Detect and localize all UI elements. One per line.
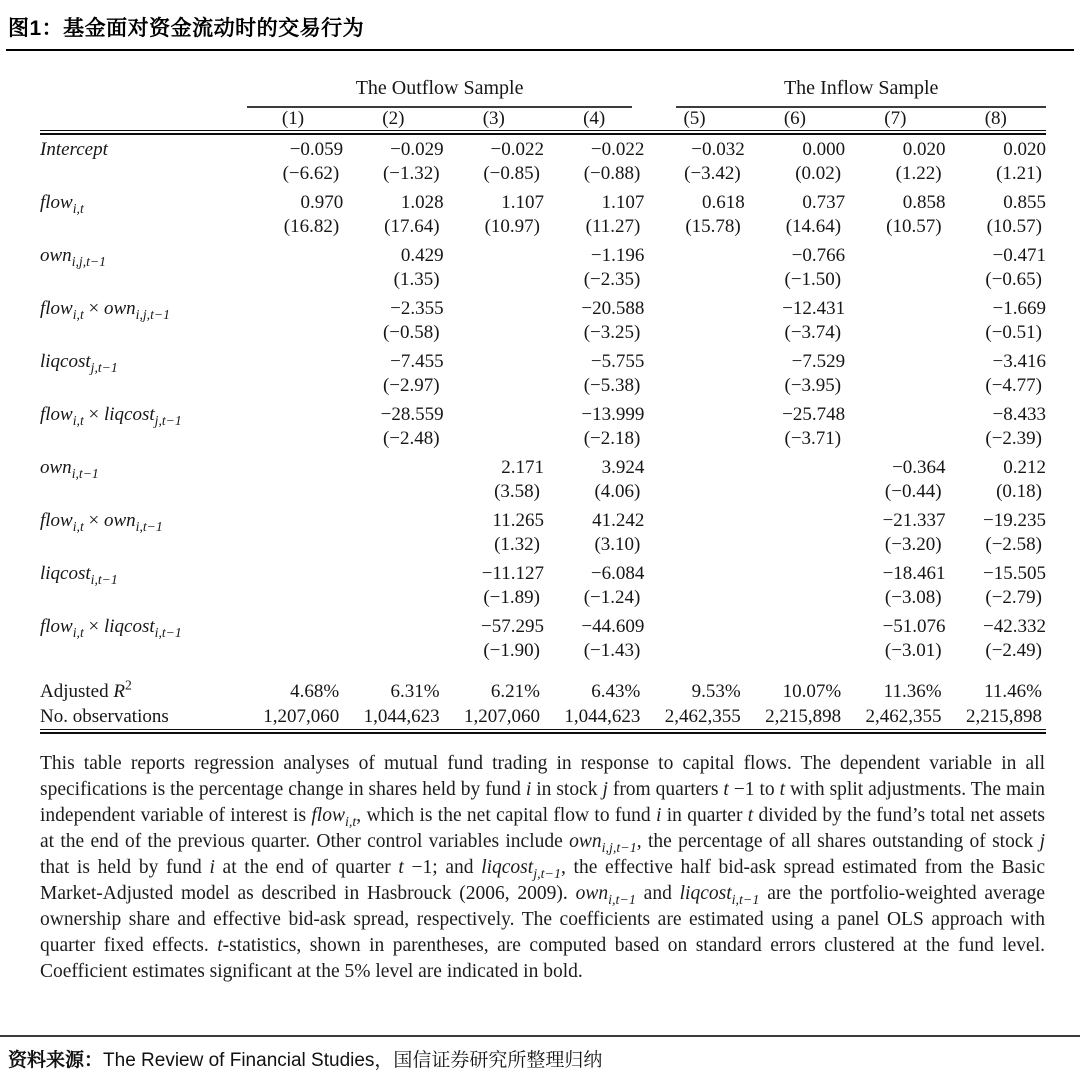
table-body xyxy=(40,134,1046,665)
coef-cell: −8.433 xyxy=(992,404,1046,425)
coef-cell: −15.505 xyxy=(983,563,1046,584)
tstat-cell: (10.97) xyxy=(484,216,540,237)
coef-row xyxy=(40,241,1046,268)
tstat-cell: (−3.25) xyxy=(583,322,641,343)
stat-cell: 6.43% xyxy=(591,681,641,702)
tstat-cell: (10.57) xyxy=(886,216,942,237)
coef-cell xyxy=(243,612,343,639)
coef-cell: −19.235 xyxy=(983,510,1046,531)
tstat-cell: (−0.44) xyxy=(884,481,942,502)
tstat-cell xyxy=(644,374,744,400)
tstat-cell: (−0.51) xyxy=(985,322,1042,343)
coef-row xyxy=(40,188,1046,215)
coef-cell: −0.471 xyxy=(992,245,1046,266)
coef-cell: 1.028 xyxy=(400,192,444,213)
stat-cell: 1,207,060 xyxy=(463,706,540,727)
coef-cell: −3.416 xyxy=(992,351,1046,372)
coef-cell xyxy=(845,241,945,268)
figure-title: 图1：基金面对资金流动时的交易行为 xyxy=(8,17,365,40)
coef-cell: −12.431 xyxy=(782,298,846,319)
coef-row xyxy=(40,400,1046,427)
tstat-cell: (4.06) xyxy=(594,481,641,502)
tstat-cell xyxy=(745,639,845,665)
coef-row xyxy=(40,559,1046,586)
coef-cell: −20.588 xyxy=(581,298,645,319)
coef-row xyxy=(40,612,1046,639)
coef-cell xyxy=(343,559,443,586)
coef-cell: −44.609 xyxy=(581,616,645,637)
coef-cell: −6.084 xyxy=(590,563,645,584)
tstat-cell: (−3.74) xyxy=(784,322,842,343)
tstat-cell: (−0.88) xyxy=(583,163,641,184)
coef-cell xyxy=(243,400,343,427)
tstat-cell: (−6.62) xyxy=(282,163,340,184)
coef-cell xyxy=(444,241,544,268)
coef-cell: 0.737 xyxy=(802,192,846,213)
tstat-row xyxy=(40,268,1046,294)
coef-cell: −5.755 xyxy=(590,351,645,372)
variable-label: Intercept xyxy=(40,139,108,160)
tstat-cell xyxy=(243,639,343,665)
tstat-cell xyxy=(644,480,744,506)
group-header-inflow xyxy=(644,77,1046,108)
tstat-cell: (−1.89) xyxy=(483,587,540,608)
group-header-inflow-label: The Inflow Sample xyxy=(676,77,1046,108)
stat-cell: 2,462,355 xyxy=(865,706,942,727)
tstat-cell xyxy=(845,427,945,453)
coef-cell xyxy=(745,612,845,639)
coef-cell xyxy=(845,294,945,321)
coef-cell: −0.032 xyxy=(691,139,745,160)
coef-cell: −18.461 xyxy=(882,563,946,584)
tstat-row xyxy=(40,374,1046,400)
coef-cell xyxy=(745,506,845,533)
empty-label-cell xyxy=(40,215,243,241)
coef-cell xyxy=(243,241,343,268)
coef-cell: −2.355 xyxy=(390,298,444,319)
stat-cell: 11.36% xyxy=(883,681,942,702)
coef-cell: −0.022 xyxy=(590,139,645,160)
coef-cell: −28.559 xyxy=(380,404,444,425)
variable-label: flow$_{i,t}$ × own$_{i,j,t-1}$ xyxy=(40,298,170,322)
variable-label: own$_{i,t-1}$ xyxy=(40,457,99,481)
stat-cell: 6.21% xyxy=(490,681,540,702)
tstat-cell xyxy=(644,639,744,665)
tstat-row xyxy=(40,480,1046,506)
column-number: (4) xyxy=(583,108,606,129)
column-number-row xyxy=(40,108,1046,131)
coef-cell xyxy=(845,400,945,427)
empty-label-cell xyxy=(40,427,243,453)
tstat-cell: (−3.71) xyxy=(784,428,842,449)
coef-cell: −42.332 xyxy=(983,616,1046,637)
tstat-cell xyxy=(444,268,544,294)
coef-cell xyxy=(845,347,945,374)
table-stats-body xyxy=(40,665,1046,730)
stat-cell: 1,044,623 xyxy=(564,706,641,727)
coef-cell xyxy=(343,453,443,480)
stat-cell: 10.07% xyxy=(782,681,842,702)
column-number: (5) xyxy=(683,108,706,129)
coef-row xyxy=(40,506,1046,533)
tstat-cell xyxy=(243,480,343,506)
tstat-cell xyxy=(444,321,544,347)
coef-cell xyxy=(243,294,343,321)
column-number: (3) xyxy=(482,108,505,129)
tstat-cell: (3.10) xyxy=(594,534,641,555)
coef-cell: −0.364 xyxy=(892,457,946,478)
tstat-cell xyxy=(644,533,744,559)
empty-label-cell xyxy=(40,162,243,188)
group-header-outflow-label: The Outflow Sample xyxy=(247,77,633,108)
stat-cell: 1,044,623 xyxy=(363,706,440,727)
empty-label-cell xyxy=(40,639,243,665)
tstat-row xyxy=(40,533,1046,559)
stat-cell: 2,215,898 xyxy=(765,706,842,727)
variable-label: flow$_{i,t}$ xyxy=(40,192,84,216)
variable-label: flow$_{i,t}$ × liqcost$_{j,t-1}$ xyxy=(40,404,182,428)
tstat-cell: (10.57) xyxy=(986,216,1042,237)
group-header-row xyxy=(40,77,1046,108)
coef-cell xyxy=(444,400,544,427)
coef-cell: 0.618 xyxy=(702,192,745,213)
coef-cell: 0.000 xyxy=(802,139,846,160)
tstat-cell: (3.58) xyxy=(494,481,540,502)
tstat-cell: (−3.20) xyxy=(884,534,942,555)
column-number: (6) xyxy=(783,108,807,129)
coef-cell: 3.924 xyxy=(601,457,645,478)
stat-row xyxy=(40,704,1046,730)
tstat-cell: (−2.49) xyxy=(985,640,1042,661)
tstat-cell xyxy=(845,268,945,294)
variable-label: flow$_{i,t}$ × liqcost$_{i,t-1}$ xyxy=(40,616,182,640)
tstat-cell xyxy=(745,480,845,506)
coef-cell xyxy=(644,559,744,586)
tstat-cell xyxy=(745,586,845,612)
coef-cell xyxy=(644,294,744,321)
stat-cell: 6.31% xyxy=(390,681,440,702)
coef-cell: −57.295 xyxy=(481,616,544,637)
stat-cell: 1,207,060 xyxy=(263,706,340,727)
tstat-cell: (−2.18) xyxy=(583,428,641,449)
coef-cell: 11.265 xyxy=(492,510,544,531)
coef-cell: 0.858 xyxy=(902,192,946,213)
tstat-cell: (−1.50) xyxy=(784,269,842,290)
coef-row xyxy=(40,134,1046,162)
tstat-cell: (−1.32) xyxy=(382,163,440,184)
coef-cell: −7.529 xyxy=(791,351,846,372)
coef-cell xyxy=(444,347,544,374)
coef-cell: 1.107 xyxy=(501,192,544,213)
tstat-row xyxy=(40,427,1046,453)
coef-cell xyxy=(644,506,744,533)
tstat-cell: (−2.58) xyxy=(985,534,1042,555)
coef-cell xyxy=(644,347,744,374)
coef-cell: 0.429 xyxy=(400,245,444,266)
tstat-cell: (−1.90) xyxy=(483,640,540,661)
stat-label: No. observations xyxy=(40,706,169,727)
tstat-row xyxy=(40,639,1046,665)
coef-cell xyxy=(745,559,845,586)
source-line xyxy=(8,1045,602,1072)
column-number: (2) xyxy=(382,108,405,129)
coef-cell: 0.970 xyxy=(300,192,344,213)
tstat-cell xyxy=(644,321,744,347)
coef-cell: 0.855 xyxy=(1003,192,1046,213)
tstat-cell: (−3.42) xyxy=(684,163,741,184)
tstat-cell: (−3.08) xyxy=(884,587,942,608)
coef-row xyxy=(40,453,1046,480)
tstat-row xyxy=(40,162,1046,188)
stat-cell: 9.53% xyxy=(691,681,741,702)
empty-label-cell xyxy=(40,321,243,347)
tstat-cell: (−4.77) xyxy=(985,375,1042,396)
coef-cell: 0.020 xyxy=(1003,139,1046,160)
coef-cell xyxy=(243,559,343,586)
tstat-cell xyxy=(343,586,443,612)
coef-row xyxy=(40,294,1046,321)
coef-cell xyxy=(343,506,443,533)
tstat-cell xyxy=(243,427,343,453)
tstat-row xyxy=(40,586,1046,612)
tstat-cell xyxy=(444,427,544,453)
tstat-cell xyxy=(243,374,343,400)
stat-cell: 2,462,355 xyxy=(664,706,741,727)
coef-cell: −13.999 xyxy=(581,404,645,425)
variable-label: liqcost$_{j,t-1}$ xyxy=(40,351,118,375)
coef-cell xyxy=(243,347,343,374)
empty-label-cell xyxy=(40,586,243,612)
coef-cell: −0.022 xyxy=(490,139,544,160)
column-number-spacer xyxy=(40,108,243,131)
coef-cell: 41.242 xyxy=(592,510,645,531)
bottom-double-rule xyxy=(40,730,1046,734)
stat-row xyxy=(40,665,1046,704)
coef-cell xyxy=(444,294,544,321)
column-number: (8) xyxy=(984,108,1007,129)
tstat-cell: (−3.95) xyxy=(784,375,842,396)
tstat-cell xyxy=(644,268,744,294)
tstat-cell xyxy=(745,533,845,559)
tstat-cell: (15.78) xyxy=(685,216,741,237)
coef-cell xyxy=(644,453,744,480)
tstat-cell: (−2.48) xyxy=(382,428,440,449)
tstat-cell xyxy=(644,427,744,453)
group-header-spacer xyxy=(40,77,243,108)
coef-cell: 1.107 xyxy=(601,192,645,213)
coef-cell: 2.171 xyxy=(501,457,544,478)
coef-cell xyxy=(343,612,443,639)
empty-label-cell xyxy=(40,268,243,294)
stat-cell: 4.68% xyxy=(290,681,340,702)
group-header-outflow xyxy=(243,77,645,108)
tstat-cell: (−1.43) xyxy=(583,640,641,661)
coef-cell xyxy=(745,453,845,480)
stat-label: Adjusted $R^2$ xyxy=(40,677,132,702)
tstat-cell: (−0.85) xyxy=(483,163,540,184)
tstat-cell xyxy=(243,533,343,559)
coef-cell: −11.127 xyxy=(481,563,544,584)
source-text: The Review of Financial Studies，国信证券研究所整理归纳 xyxy=(103,1050,603,1071)
stat-cell: 11.46% xyxy=(984,681,1042,702)
tstat-cell: (0.02) xyxy=(795,163,842,184)
tstat-cell xyxy=(343,533,443,559)
tstat-cell: (−3.01) xyxy=(884,640,942,661)
tstat-cell: (−2.39) xyxy=(985,428,1042,449)
regression-table xyxy=(40,77,1046,734)
coef-cell: −0.029 xyxy=(390,139,444,160)
title-divider xyxy=(6,49,1074,51)
tstat-cell: (−2.97) xyxy=(382,375,440,396)
tstat-cell: (1.22) xyxy=(895,163,942,184)
tstat-cell: (−2.35) xyxy=(583,269,641,290)
coef-cell: 0.212 xyxy=(1003,457,1046,478)
tstat-row xyxy=(40,215,1046,241)
stat-cell: 2,215,898 xyxy=(966,706,1042,727)
tstat-cell: (−2.79) xyxy=(985,587,1042,608)
coef-cell: −51.076 xyxy=(882,616,946,637)
variable-label: liqcost$_{i,t-1}$ xyxy=(40,563,118,587)
column-number: (7) xyxy=(884,108,907,129)
empty-label-cell xyxy=(40,374,243,400)
tstat-cell: (11.27) xyxy=(585,216,641,237)
coef-cell xyxy=(243,506,343,533)
coef-cell: −0.766 xyxy=(791,245,846,266)
coef-cell: −0.059 xyxy=(289,139,344,160)
empty-label-cell xyxy=(40,480,243,506)
coef-cell xyxy=(644,241,744,268)
tstat-cell: (1.35) xyxy=(393,269,440,290)
tstat-cell: (17.64) xyxy=(384,216,440,237)
coef-cell: −1.196 xyxy=(590,245,645,266)
coef-cell: −7.455 xyxy=(390,351,444,372)
regression-table-container xyxy=(40,77,1046,734)
coef-row xyxy=(40,347,1046,374)
tstat-cell xyxy=(343,480,443,506)
tstat-cell: (14.64) xyxy=(785,216,842,237)
source-label: 资料来源： xyxy=(8,1050,104,1071)
coef-cell xyxy=(644,400,744,427)
footer-divider xyxy=(0,1035,1080,1037)
tstat-cell xyxy=(845,374,945,400)
tstat-cell xyxy=(845,321,945,347)
coef-cell: 0.020 xyxy=(902,139,946,160)
coef-cell xyxy=(644,612,744,639)
tstat-cell xyxy=(644,586,744,612)
coef-cell: −21.337 xyxy=(882,510,946,531)
tstat-cell xyxy=(444,374,544,400)
variable-label: flow$_{i,t}$ × own$_{i,t-1}$ xyxy=(40,510,163,534)
tstat-cell xyxy=(243,586,343,612)
tstat-cell: (1.21) xyxy=(996,163,1042,184)
column-number: (1) xyxy=(281,108,305,129)
empty-label-cell xyxy=(40,533,243,559)
tstat-cell xyxy=(243,321,343,347)
tstat-cell: (1.32) xyxy=(494,534,540,555)
coef-cell xyxy=(243,453,343,480)
coef-cell: −1.669 xyxy=(992,298,1046,319)
variable-label: own$_{i,j,t-1}$ xyxy=(40,245,106,269)
tstat-row xyxy=(40,321,1046,347)
coef-cell: −25.748 xyxy=(782,404,846,425)
tstat-cell xyxy=(243,268,343,294)
tstat-cell: (−5.38) xyxy=(583,375,641,396)
tstat-cell: (0.18) xyxy=(996,481,1042,502)
tstat-cell: (16.82) xyxy=(283,216,340,237)
tstat-cell: (−1.24) xyxy=(583,587,641,608)
tstat-cell: (−0.65) xyxy=(985,269,1042,290)
tstat-cell xyxy=(343,639,443,665)
table-note: This table reports regression analyses of mutual fund trading in response to capital flows. The dependent variable in all specifications is the percentage change in shares held by fund i in stock j from quarters t −1 to t with split adjustments. The main independent variable of interest is flow$_{i,t}$, which is the net capital flow to fund i in quarter t divided by the fund’s total net assets at the end of the previous quarter. Other control variables include own$_{i,j,t-1}$, the percentage of all shares outstanding of stock j that is held by fund i at the end of quarter t −1; and liqcost$_{j,t-1}$, the effective half bid-ask spread estimated from the Basic Market-Adjusted model as described in Hasbrouck (2006, 2009). own$_{i,t-1}$ and liqcost$_{i,t-1}$ are the portfolio-weighted average ownership share and effective bid-ask spread, respectively. The coefficients are estimated using a panel OLS approach with quarter fixed effects. t-statistics, shown in parentheses, are computed based on standard errors clustered at the fund level. Coefficient estimates significant at the 5% level are indicated in bold. xyxy=(40,753,1046,982)
tstat-cell: (−0.58) xyxy=(382,322,440,343)
